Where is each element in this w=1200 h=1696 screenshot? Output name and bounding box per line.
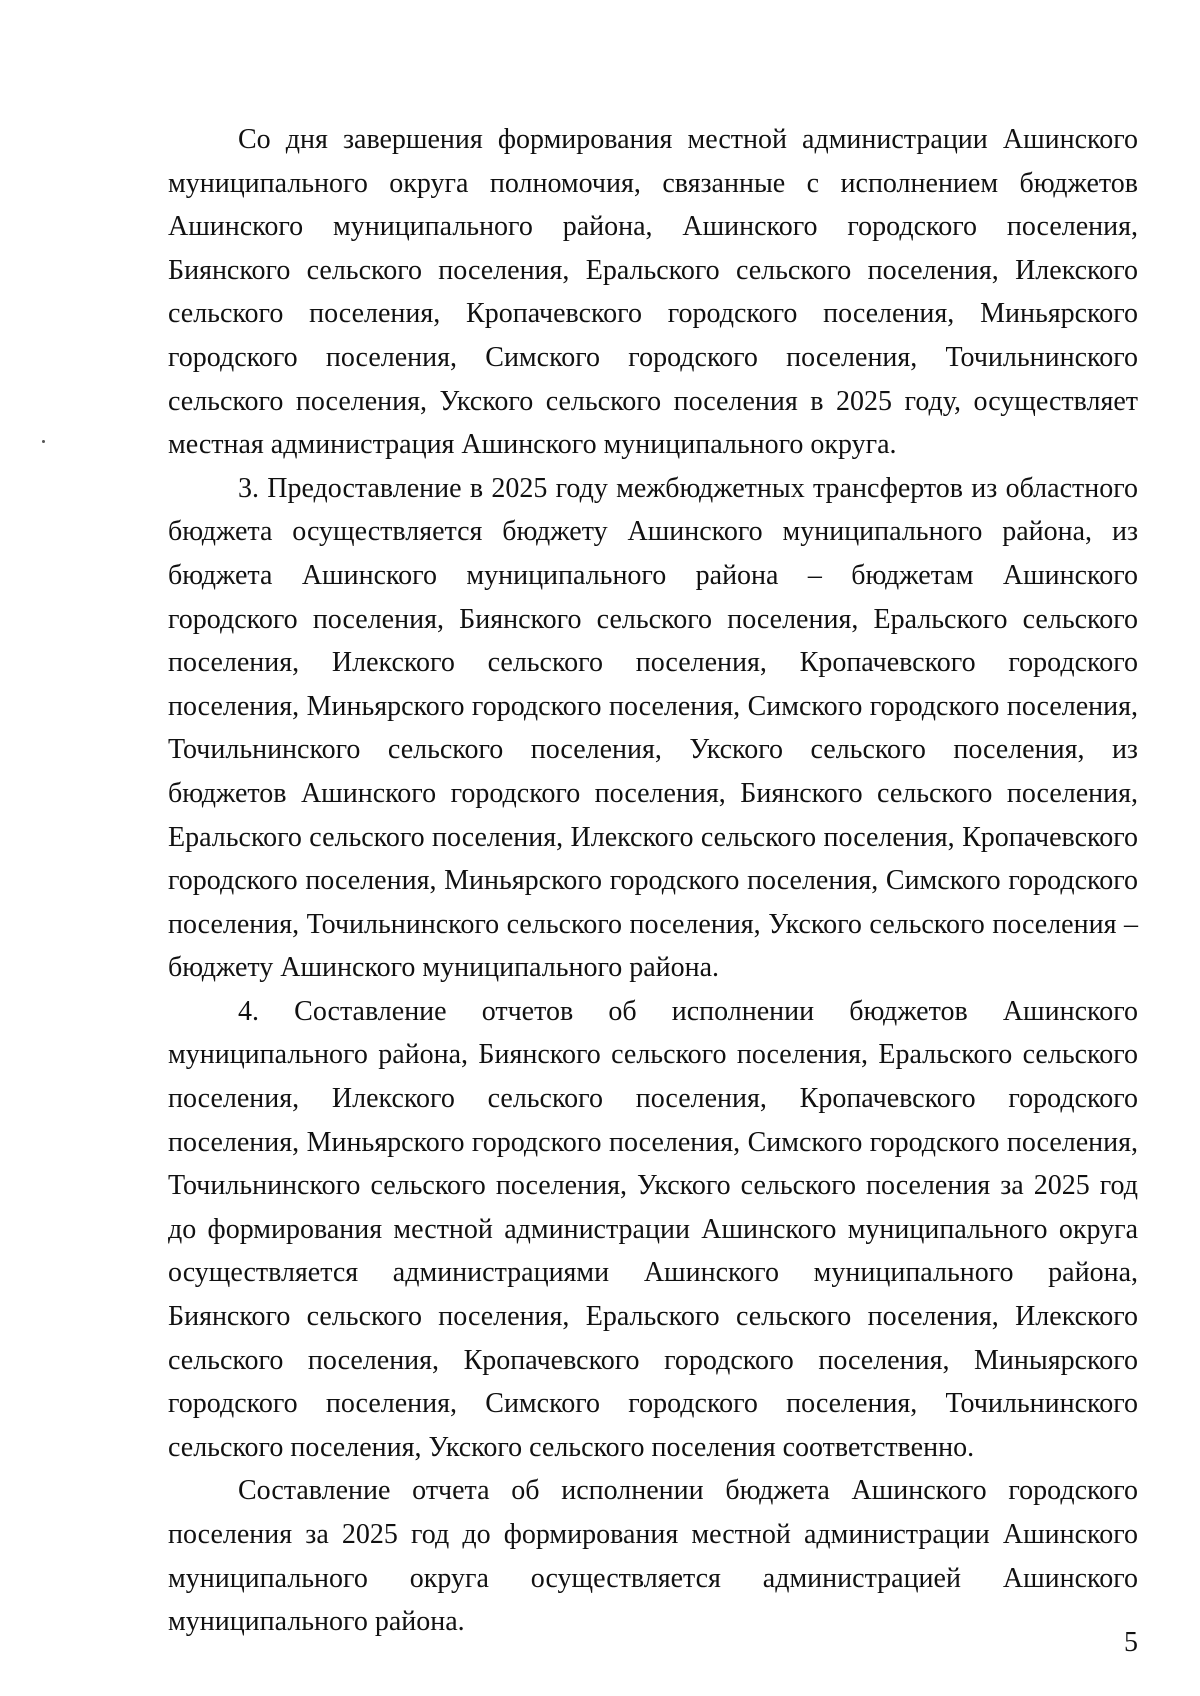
scan-speck <box>42 440 45 443</box>
document-body <box>168 118 1138 1644</box>
page-number: 5 <box>1124 1627 1138 1658</box>
paragraph-4-budget-reports: 4. Составление отчетов об исполнении бюджетов Ашинского муниципального района, Биянского сельского поселения, Еральского сельского поселения, Илекского сельского поселения, Кропачевского городского поселения, Миньярского городского поселения, Симского городского поселения, Точильнинского сельского поселения, Укского сельского поселения за 2025 год до формирования местной администрации Ашинского муниципального округа осуществляется администрациями Ашинского муниципального района, Биянского сельского поселения, Еральского сельского поселения, Илекского сельского поселения, Кропачевского городского поселения, Миныярского городского поселения, Симского городского поселения, Точильнинского сельского поселения, Укского сельского поселения соответственно. <box>168 995 1138 1463</box>
paragraph-asha-settlement-report: Составление отчета об исполнении бюджета Ашинского городского поселения за 2025 год до формирования местной администрации Ашинского муниципального округа осуществляется администрацией Ашинского муниципального района. <box>168 1475 1138 1638</box>
paragraph-3-interbudget-transfers: 3. Предоставление в 2025 году межбюджетных трансфертов из областного бюджета осуществляется бюджету Ашинского муниципального района, из бюджета Ашинского муниципального района – бюджетам Ашинского городского поселения, Биянского сельского поселения, Еральского сельского поселения, Илекского сельского поселения, Кропачевского городского поселения, Миньярского городского поселения, Симского городского поселения, Точильнинского сельского поселения, Укского сельского поселения, из бюджетов Ашинского городского поселения, Биянского сельского поселения, Еральского сельского поселения, Илекского сельского поселения, Кропачевского городского поселения, Миньярского городского поселения, Симского городского поселения, Точильнинского сельского поселения, Укского сельского поселения – бюджету Ашинского муниципального района. <box>168 472 1138 984</box>
paragraph-administration-powers: Со дня завершения формирования местной администрации Ашинского муниципального округа полномочия, связанные с исполнением бюджетов Ашинского муниципального района, Ашинского городского поселения, Биянского сельского поселения, Еральского сельского поселения, Илекского сельского поселения, Кропачевского городского поселения, Миньярского городского поселения, Симского городского поселения, Точильнинского сельского поселения, Укского сельского поселения в 2025 году, осуществляет местная администрация Ашинского муниципального округа. <box>168 124 1138 461</box>
